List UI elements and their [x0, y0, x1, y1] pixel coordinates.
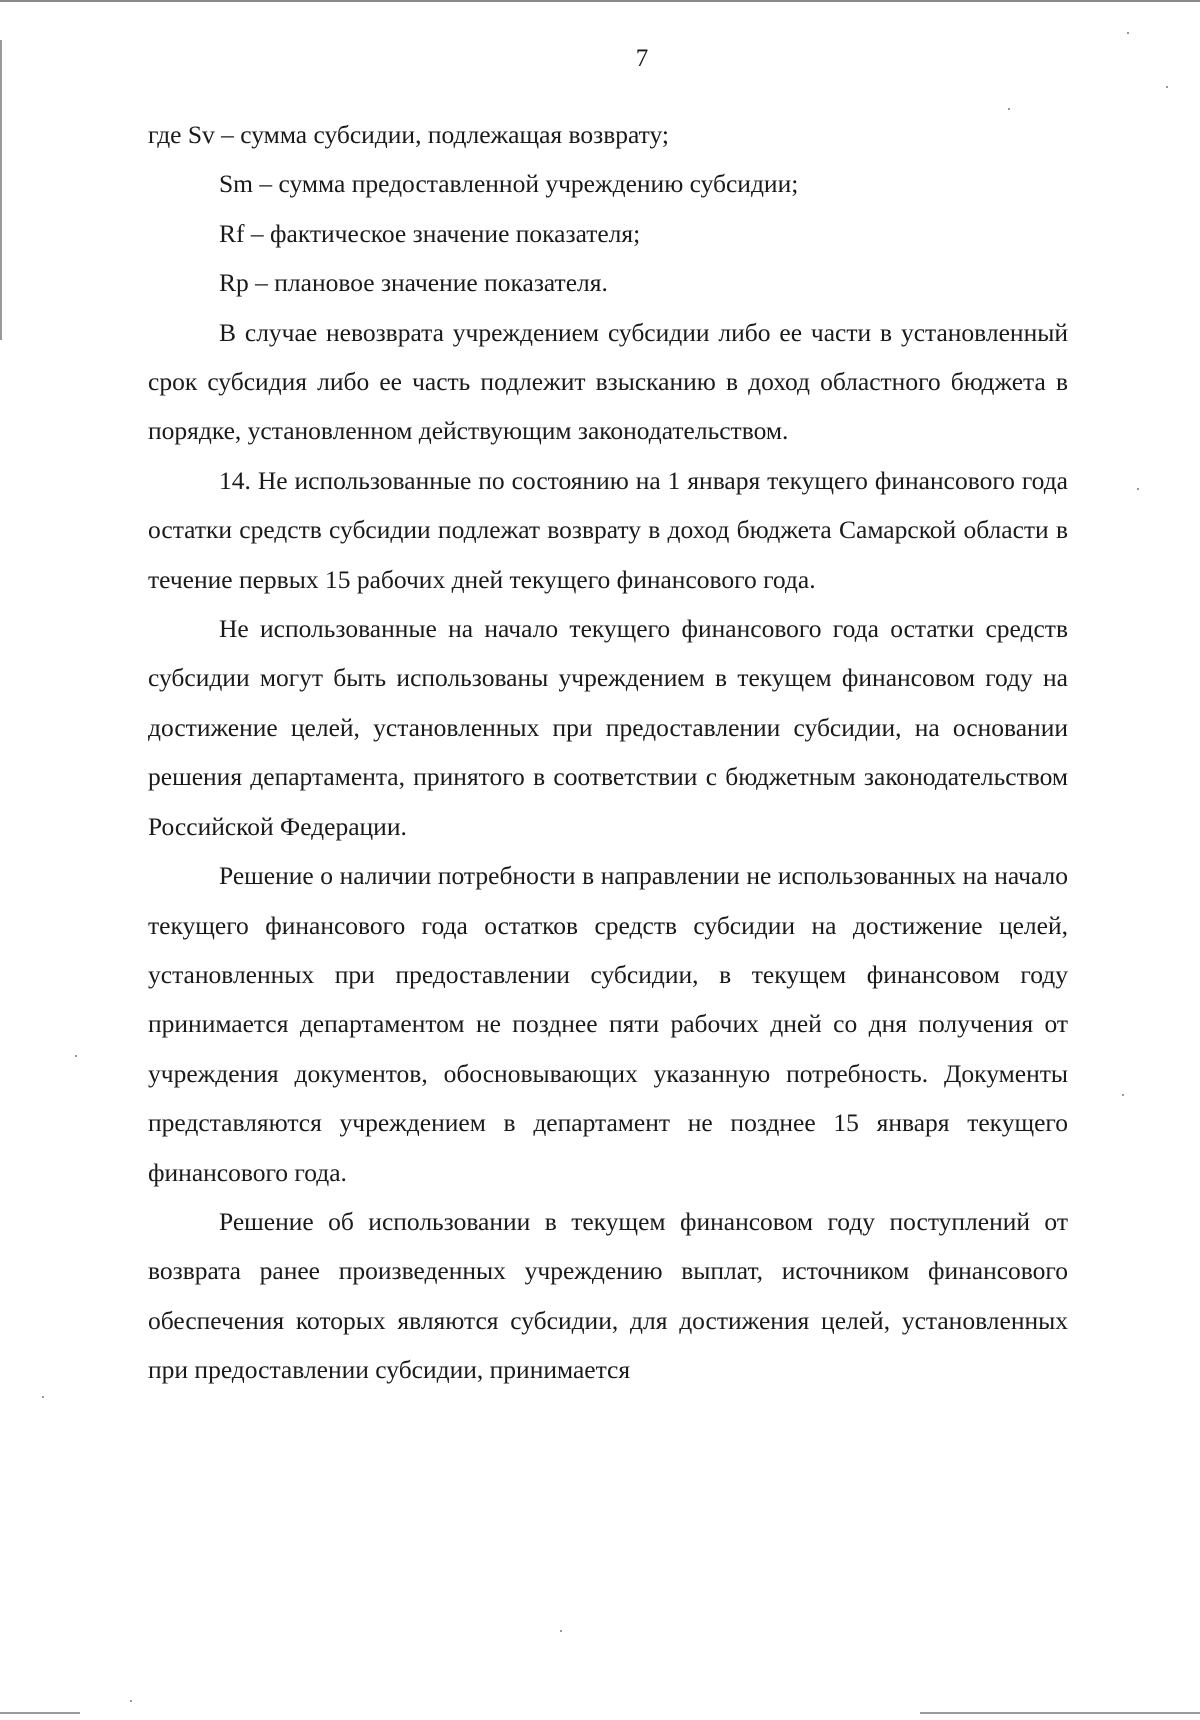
definition-rp: Rp – плановое значение показателя. — [219, 268, 608, 298]
scan-edge-left — [0, 40, 2, 340]
scan-edge-bottom-right — [920, 1712, 1200, 1714]
paragraph-nonreturn: В случае невозврата учреждением субсидии либо ее части в установленный срок субсидия либо ее часть подлежит взысканию в доход областного бюджета в порядке, установленном действующим законодательством. — [148, 317, 1068, 446]
definition-sv: где Sv – сумма субсидии, подлежащая возврату; — [148, 120, 669, 149]
document-body — [148, 110, 1068, 1395]
paragraph-14-unused-balances: 14. Не использованные по состоянию на 1 января текущего финансового года остатки средств субсидии подлежат возврату в доход бюджета Самарской области в течение первых 15 рабочих дней текущего финансового года. — [148, 465, 1068, 594]
scan-speck — [1127, 32, 1129, 34]
paragraph-returns-decision: Решение об использовании в текущем финансовом году поступлений от возврата ранее произведенных учреждению выплат, источником финансового обеспечения которых являются субсидии, для достижения целей, установленных при предоставлении субсидии, принимается — [148, 1206, 1068, 1385]
paragraph-use-of-balances: Не использованные на начало текущего финансового года остатки средств субсидии могут быть использованы учреждением в текущем финансовом году на достижение целей, установленных при предоставлении субсидии, на основании решения департамента, принятого в соответствии с бюджетным законодательством Российской Федерации. — [148, 614, 1068, 841]
scan-speck — [560, 1630, 562, 1632]
scan-edge-top — [0, 0, 1200, 2]
scan-speck — [1166, 86, 1168, 88]
scan-speck — [42, 1396, 44, 1398]
definition-rf: Rf – фактическое значение показателя; — [219, 218, 641, 248]
scan-speck — [130, 1700, 132, 1702]
definition-sm: Sm – сумма предоставленной учреждению субсидии; — [219, 169, 799, 199]
page-number: 7 — [635, 45, 649, 72]
paragraph-need-decision: Решение о наличии потребности в направлении не использованных на начало текущего финансового года остатков средств субсидии на достижение целей, установленных при предоставлении субсидии, в текущем финансовом году принимается департаментом не позднее пяти рабочих дней со дня получения от учреждения документов, обосновывающих указанную потребность. Документы представляются учреждением в департамент не позднее 15 января текущего финансового года. — [148, 861, 1068, 1187]
scan-speck — [1122, 1094, 1124, 1096]
scan-edge-bottom — [0, 1712, 80, 1714]
scan-speck — [75, 1055, 77, 1057]
scan-speck — [1137, 488, 1139, 490]
